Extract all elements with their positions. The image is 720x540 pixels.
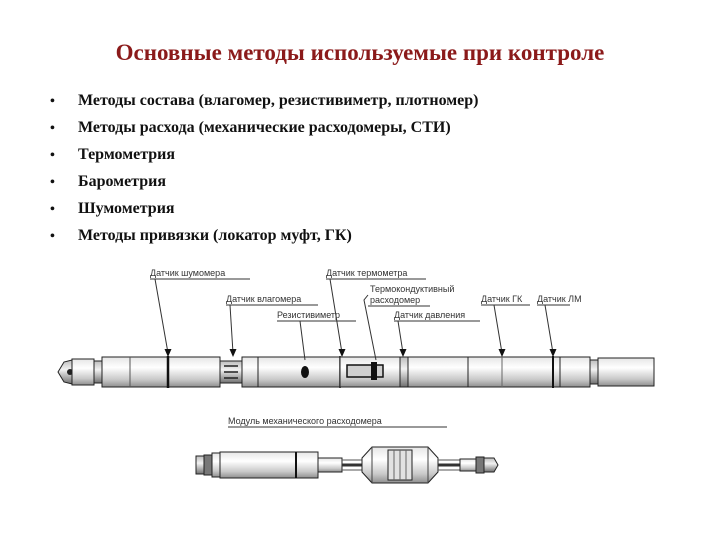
moisture-sensor-arrow (230, 349, 237, 357)
bullet-icon: • (50, 121, 55, 136)
gk-sensor-arrow (499, 349, 506, 357)
pressure-sensor-leader (394, 321, 480, 353)
flowmeter-label-line1: Термокондуктивный (370, 284, 455, 294)
thermometer-arrow (339, 349, 346, 357)
lm-sensor-leader (537, 305, 570, 353)
noise-sensor-arrow (165, 349, 172, 357)
list-item-text: Барометрия (78, 173, 166, 190)
callouts (150, 268, 582, 360)
module-title: Модуль механического расходомера (228, 416, 382, 426)
pressure-sensor-arrow (400, 349, 407, 357)
list-item-text: Методы состава (влагомер, резистивиметр, плотномер) (78, 92, 479, 109)
gk-sensor-label: Датчик ГК (481, 294, 523, 304)
pressure-sensor-label: Датчик давления (394, 310, 466, 320)
flowmeter-module (196, 447, 498, 483)
lm-sensor-label: Датчик ЛМ (537, 294, 582, 304)
list-item-text: Шумометрия (78, 200, 175, 217)
resistivity-leader (277, 321, 356, 360)
bullet-icon: • (50, 229, 55, 244)
noise-sensor-label: Датчик шумомера (150, 268, 226, 278)
bullet-icon: • (50, 175, 55, 190)
list-item-text: Методы привязки (локатор муфт, ГК) (78, 227, 352, 244)
thermometer-label: Датчик термометра (326, 268, 408, 278)
noise-sensor-leader (150, 279, 250, 353)
list-item-text: Термометрия (78, 146, 176, 163)
flowmeter-label-line2: расходомер (370, 295, 421, 305)
bullet-icon: • (50, 202, 55, 217)
resistivity-label: Резистивиметр (277, 310, 341, 320)
lm-sensor-arrow (550, 349, 557, 357)
list-item-text: Методы расхода (механические расходомеры, СТИ) (78, 119, 451, 136)
bullet-icon: • (50, 148, 55, 163)
slide-title: Основные методы используемые при контроле (115, 40, 605, 65)
logging-tool (58, 356, 654, 388)
gk-sensor-leader (481, 305, 530, 353)
bullet-icon: • (50, 94, 55, 109)
moisture-sensor-label: Датчик влагомера (226, 294, 302, 304)
